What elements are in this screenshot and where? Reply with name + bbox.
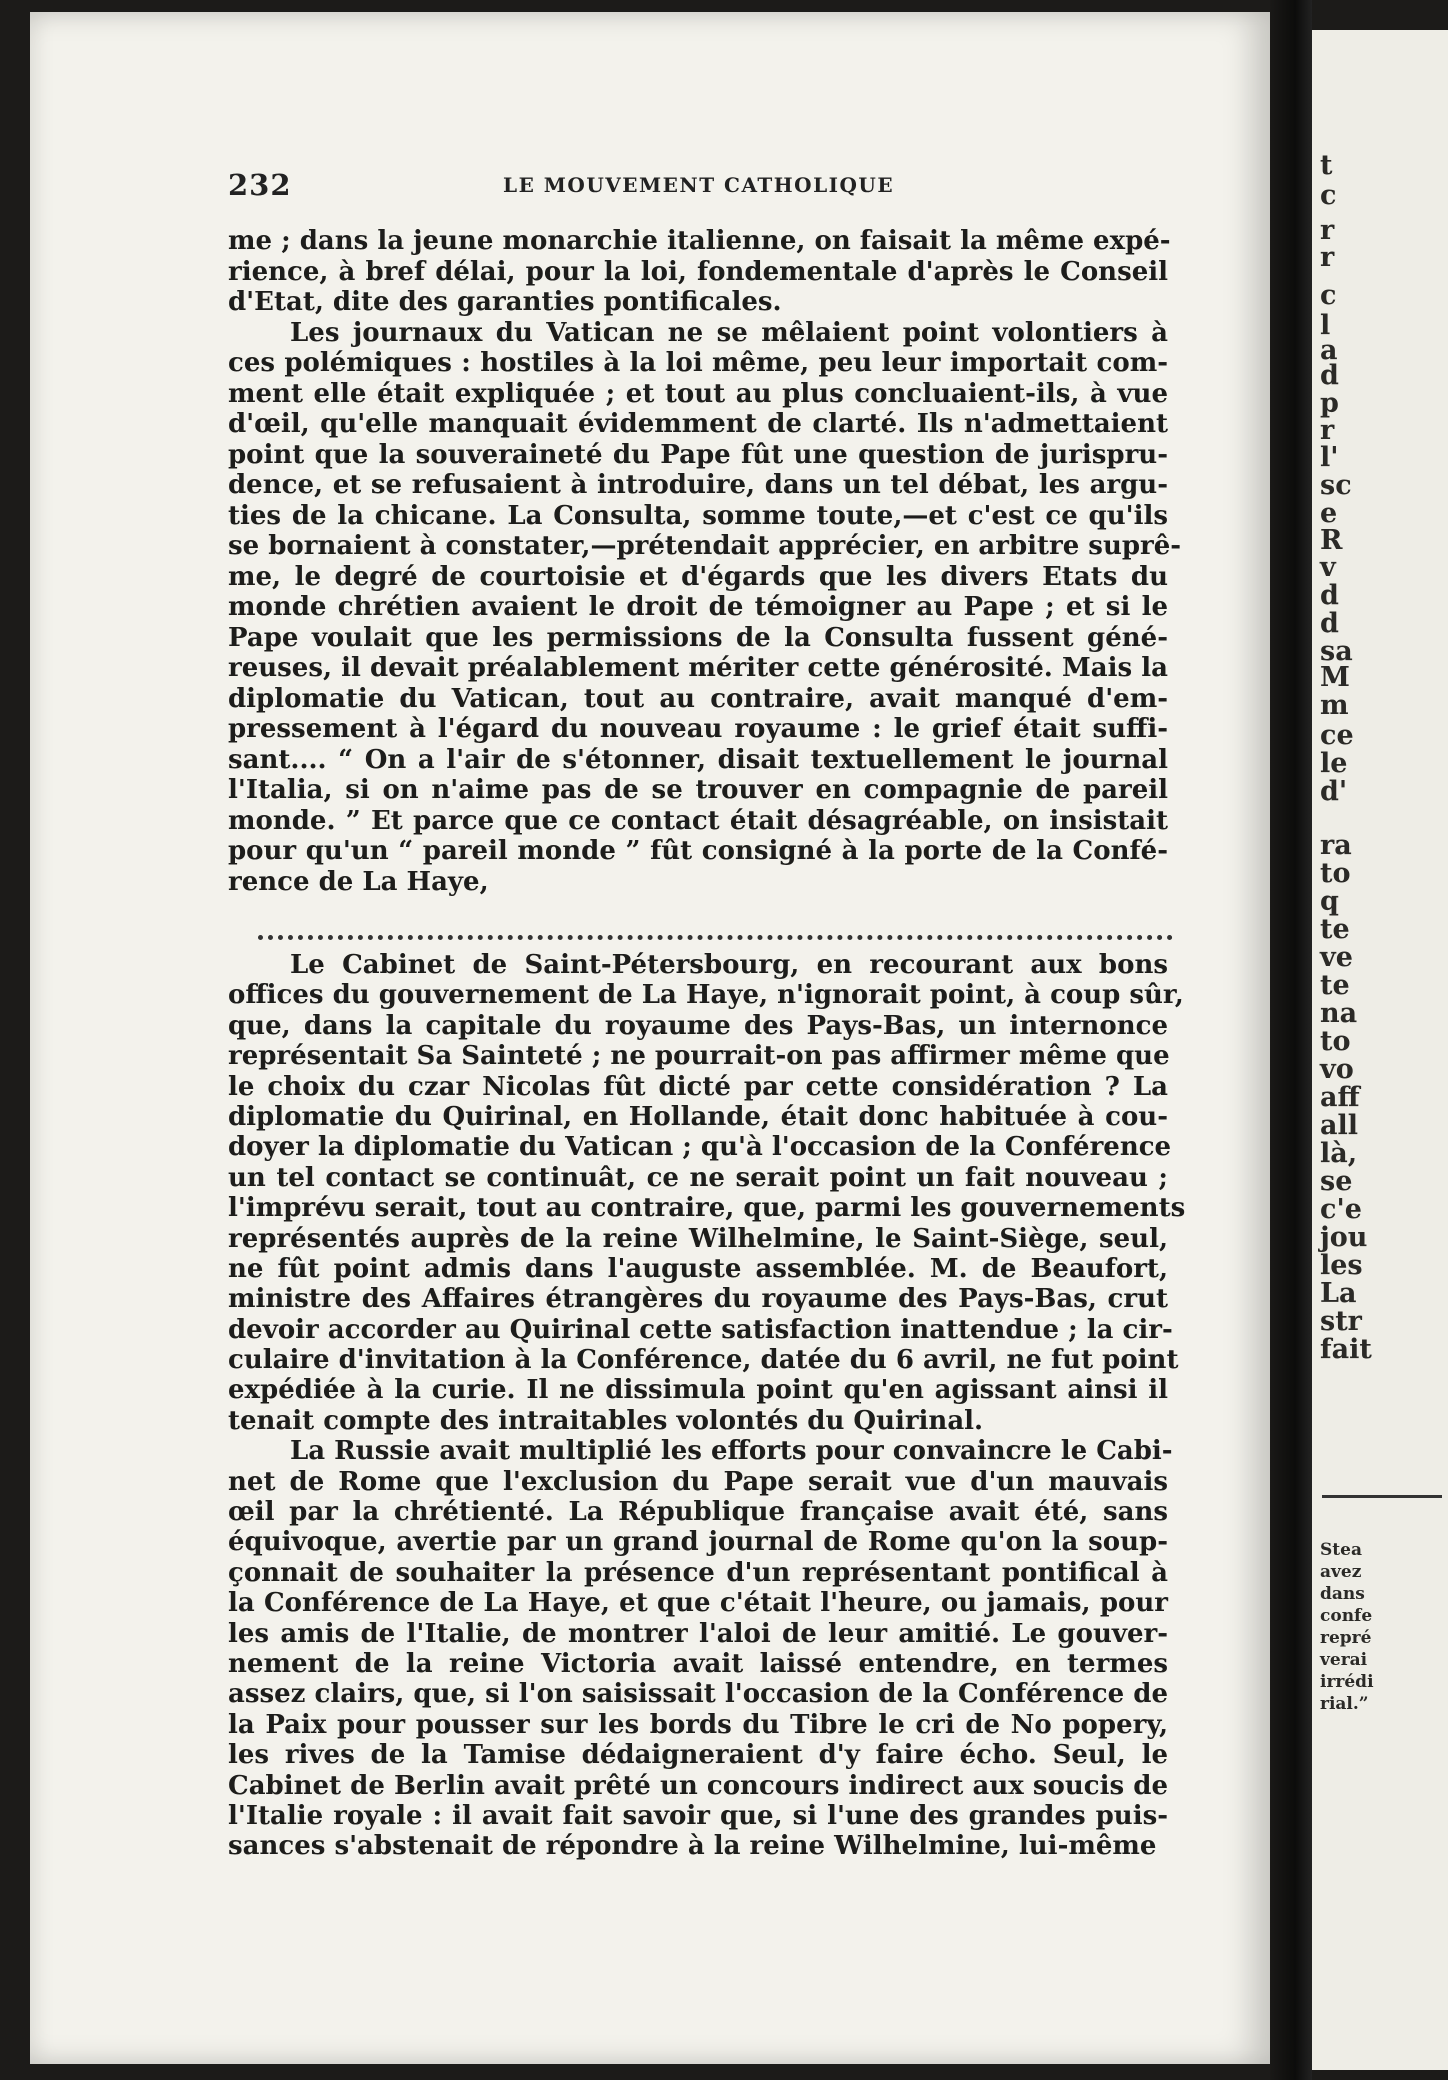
facing-page-fragment: e — [1320, 498, 1338, 529]
text-line: offices du gouvernement de La Haye, n'ignorait point, à coup sûr, — [228, 980, 1184, 1011]
text-line: rience, à bref délai, pour la loi, fondementale d'après le Conseil — [228, 256, 1168, 287]
facing-page-fragment: M — [1320, 662, 1350, 693]
facing-page-fragment: q — [1320, 886, 1339, 917]
text-line: expédiée à la curie. Il ne dissimula point qu'en agissant ainsi il — [228, 1375, 1168, 1406]
text-line: ties de la chicane. La Consulta, somme toute,—et c'est ce qu'ils — [228, 500, 1168, 531]
text-line: d'Etat, dite des garanties pontificales. — [228, 287, 782, 317]
text-line: tenait compte des intraitables volontés du Quirinal. — [228, 1405, 984, 1436]
facing-page-fragment: r — [1320, 415, 1335, 446]
facing-footnote-fragment: confe — [1320, 1606, 1373, 1626]
text-line: les amis de l'Italie, de montrer l'aloi de leur amitié. Le gouver- — [228, 1618, 1168, 1649]
text-line: d'œil, qu'elle manquait évidemment de clarté. Ils n'admettaient — [228, 409, 1168, 439]
text-section-1 — [228, 226, 1182, 897]
text-line: pour qu'un “ pareil monde ” fût consigné à la porte de la Confé- — [228, 836, 1168, 866]
text-line: monde chrétien avaient le droit de témoigner au Pape ; et si le — [228, 592, 1168, 622]
facing-footnote-fragment: rial.” — [1320, 1694, 1369, 1714]
facing-page-fragment: vo — [1320, 1054, 1354, 1085]
text-line: assez clairs, que, si l'on saisissait l'occasion de la Conférence de — [228, 1679, 1168, 1710]
facing-page-fragment: sa — [1320, 636, 1353, 667]
text-line: Cabinet de Berlin avait prêté un concours indirect aux soucis de — [228, 1770, 1168, 1801]
facing-page-fragment: na — [1320, 998, 1358, 1029]
facing-page-fragment: a — [1320, 335, 1338, 366]
facing-page-fragment: v — [1320, 552, 1336, 583]
facing-page-fragment: l' — [1320, 442, 1339, 473]
facing-footnote-fragment: repré — [1320, 1628, 1372, 1648]
facing-page-fragment: aff — [1320, 1082, 1360, 1113]
facing-page-fragment: c'e — [1320, 1194, 1362, 1225]
text-line: point que la souveraineté du Pape fût une question de jurispru- — [228, 439, 1168, 470]
text-line: ministre des Affaires étrangères du royaume des Pays-Bas, crut — [228, 1284, 1168, 1315]
facing-page-fragment: d — [1320, 360, 1339, 391]
text-line: représentés auprès de la reine Wilhelmine, le Saint-Siège, seul, — [228, 1223, 1168, 1254]
text-line: rence de La Haye, — [228, 866, 489, 897]
facing-page-fragment: to — [1320, 1026, 1351, 1057]
text-line: La Russie avait multiplié les efforts pour convaincre le Cabi- — [290, 1436, 1173, 1467]
facing-page-fragment: te — [1320, 970, 1350, 1001]
book-gutter — [1270, 0, 1312, 2080]
facing-page-fragment: d — [1320, 608, 1339, 639]
text-line: me ; dans la jeune monarchie italienne, on faisait la même expé- — [228, 226, 1171, 256]
facing-page-fragment: d' — [1320, 776, 1348, 807]
text-line: équivoque, avertie par un grand journal de Rome qu'on la soup- — [228, 1527, 1168, 1558]
text-line: ment elle était expliquée ; et tout au plus concluaient-ils, à vue — [228, 378, 1168, 409]
text-line: l'Italia, si on n'aime pas de se trouver en compagnie de pareil — [228, 775, 1168, 805]
facing-page-fragment: ra — [1320, 830, 1352, 861]
text-line: net de Rome que l'exclusion du Pape serait vue d'un mauvais — [228, 1466, 1168, 1497]
text-line: reuses, il devait préalablement mériter cette générosité. Mais la — [228, 653, 1168, 683]
page-header — [228, 168, 1178, 204]
facing-page-fragment: se — [1320, 1166, 1353, 1197]
text-line: la Conférence de La Haye, et que c'était l'heure, ou jamais, pour — [228, 1588, 1168, 1619]
text-line: Le Cabinet de Saint-Pétersbourg, en recourant aux bons — [290, 950, 1168, 980]
text-line: sant.... “ On a l'air de s'étonner, disait textuellement le journal — [228, 744, 1168, 775]
text-line: Les journaux du Vatican ne se mêlaient point volontiers à — [290, 317, 1168, 348]
facing-page-fragment: to — [1320, 858, 1351, 889]
facing-page-fragment: l — [1320, 310, 1331, 341]
text-line: représentait Sa Sainteté ; ne pourrait-on pas affirmer même que — [228, 1041, 1170, 1072]
facing-page-fragment: str — [1320, 1306, 1362, 1337]
text-line: un tel contact se continuât, ce ne serait point un fait nouveau ; — [228, 1162, 1168, 1193]
facing-page-fragment: c — [1320, 180, 1337, 211]
text-line: monde. ” Et parce que ce contact était désagréable, on insistait — [228, 805, 1168, 836]
facing-footnote-fragment: Stea — [1320, 1540, 1362, 1560]
text-line: nement de la reine Victoria avait laissé entendre, en termes — [228, 1648, 1168, 1679]
facing-footnote-fragment: avez — [1320, 1562, 1362, 1582]
facing-page-fragment: r — [1320, 242, 1335, 273]
facing-page-fragment: te — [1320, 914, 1350, 945]
text-line: se bornaient à constater,—prétendait apprécier, en arbitre suprê- — [228, 531, 1182, 561]
facing-page-fragment: sc — [1320, 470, 1352, 501]
text-line: doyer la diplomatie du Vatican ; qu'à l'occasion de la Conférence — [228, 1132, 1172, 1163]
text-line: me, le degré de courtoisie et d'égards que les divers Etats du — [228, 561, 1168, 592]
text-line: dence, et se refusaient à introduire, dans un tel débat, les argu- — [228, 470, 1168, 500]
running-title: LE MOUVEMENT CATHOLIQUE — [503, 173, 895, 197]
facing-page-fragment: les — [1320, 1250, 1363, 1281]
text-line: culaire d'invitation à la Conférence, datée du 6 avril, ne fut point — [228, 1345, 1179, 1376]
facing-page-fragment: d — [1320, 580, 1339, 611]
facing-page-fragment: p — [1320, 388, 1339, 419]
text-line: les rives de la Tamise dédaigneraient d'y faire écho. Seul, le — [228, 1740, 1168, 1771]
text-line: la Paix pour pousser sur les bords du Tibre le cri de No popery, — [228, 1709, 1168, 1740]
facing-footnote-fragment: dans — [1320, 1584, 1365, 1604]
facing-page-fragment: là, — [1320, 1138, 1358, 1169]
text-line: pressement à l'égard du nouveau royaume : le grief était suffi- — [228, 714, 1168, 744]
facing-page — [1312, 30, 1448, 2070]
facing-page-fragment: le — [1320, 748, 1348, 779]
text-line: œil par la chrétienté. La République française avait été, sans — [228, 1497, 1168, 1528]
facing-footnote-fragment: verai — [1320, 1650, 1368, 1670]
text-line: que, dans la capitale du royaume des Pays-Bas, un internonce — [228, 1010, 1168, 1041]
page-number: 232 — [228, 168, 292, 202]
facing-page-fragment: c — [1320, 280, 1337, 311]
text-section-2 — [228, 950, 1186, 1862]
facing-page-fragment: m — [1320, 690, 1349, 721]
facing-footnote-fragment: irrédi — [1320, 1672, 1374, 1692]
text-line: diplomatie du Quirinal, en Hollande, était donc habituée à cou- — [228, 1101, 1168, 1132]
facing-page-fragment: t — [1320, 150, 1333, 181]
facing-page-fragment: ve — [1320, 942, 1353, 973]
facing-page-fragment: jou — [1320, 1222, 1368, 1253]
text-line: l'imprévu serait, tout au contraire, que, parmi les gouvernements — [228, 1193, 1186, 1224]
text-line: Pape voulait que les permissions de la Consulta fussent géné- — [228, 622, 1168, 653]
text-line: l'Italie royale : il avait fait savoir que, si l'une des grandes puis- — [228, 1800, 1168, 1831]
facing-page-fragment: fait — [1320, 1334, 1372, 1365]
text-line: le choix du czar Nicolas fût dicté par cette considération ? La — [228, 1071, 1168, 1102]
text-line: ne fût point admis dans l'auguste assemblée. M. de Beaufort, — [228, 1253, 1168, 1284]
text-line: ces polémiques : hostiles à la loi même, peu leur importait com- — [228, 348, 1168, 378]
facing-page-fragment: R — [1320, 525, 1343, 556]
footnote-rule — [1322, 1495, 1442, 1498]
text-line: devoir accorder au Quirinal cette satisfaction inattendue ; la cir- — [228, 1314, 1173, 1345]
facing-page-fragment: ce — [1320, 720, 1354, 751]
text-line: diplomatie du Vatican, tout au contraire, avait manqué d'em- — [228, 683, 1168, 714]
facing-page-fragment: La — [1320, 1278, 1357, 1309]
text-line: çonnait de souhaiter la présence d'un représentant pontifical à — [228, 1557, 1168, 1588]
facing-page-fragment: r — [1320, 215, 1335, 246]
facing-page-fragment: all — [1320, 1110, 1359, 1141]
text-line: sances s'abstenait de répondre à la reine Wilhelmine, lui-même — [228, 1831, 1157, 1862]
ellipsis-separator — [258, 935, 1173, 944]
